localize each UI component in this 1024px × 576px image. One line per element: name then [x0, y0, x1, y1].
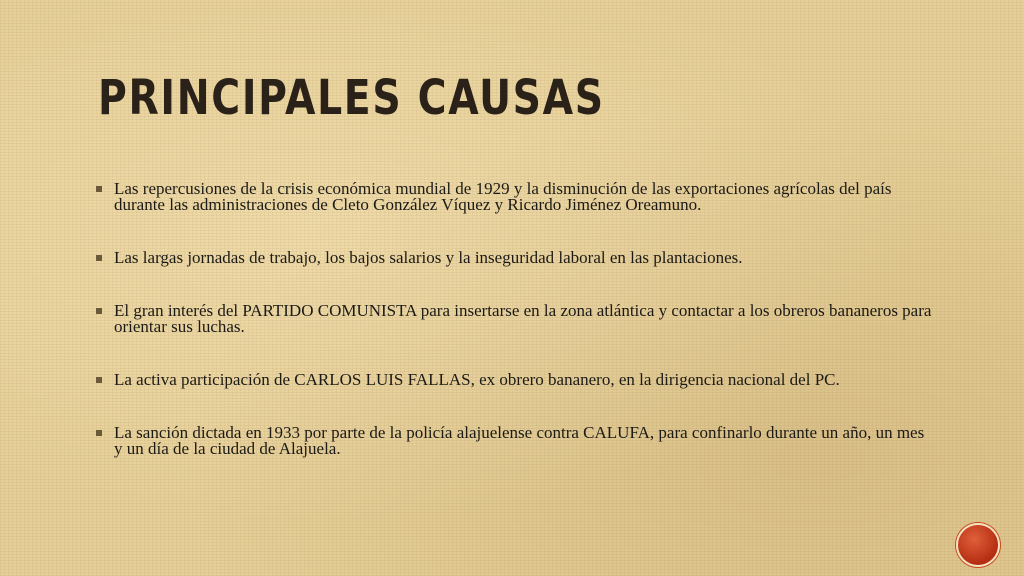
bullet-item: [96, 181, 934, 213]
bullet-list: [96, 181, 934, 457]
bullet-text: La sanción dictada en 1933 por parte de la policía alajuelense contra CALUFA, para confinarlo durante un año, un mes y un día de la ciudad de Alajuela.: [114, 423, 925, 458]
bullet-item: [96, 303, 934, 335]
square-bullet-icon: [96, 186, 102, 192]
circle-nav-icon[interactable]: [956, 523, 1000, 567]
bullet-item: [96, 250, 934, 266]
bullet-item: [96, 372, 934, 388]
square-bullet-icon: [96, 308, 102, 314]
square-bullet-icon: [96, 430, 102, 436]
bullet-text: Las largas jornadas de trabajo, los bajos salarios y la inseguridad laboral en las plantaciones.: [114, 248, 743, 267]
bullet-text: Las repercusiones de la crisis económica mundial de 1929 y la disminución de las exportaciones agrícolas del país durante las administraciones de Cleto González Víquez y Ricardo Jiménez Oreamuno.: [114, 179, 892, 214]
square-bullet-icon: [96, 377, 102, 383]
bullet-text: El gran interés del PARTIDO COMUNISTA para insertarse en la zona atlántica y contactar a los obreros bananeros para orientar sus luchas.: [114, 301, 932, 336]
bullet-item: [96, 425, 934, 457]
slide-title: PRINCIPALES CAUSAS: [98, 70, 605, 126]
bullet-text: La activa participación de CARLOS LUIS FALLAS, ex obrero bananero, en la dirigencia nacional del PC.: [114, 370, 840, 389]
square-bullet-icon: [96, 255, 102, 261]
